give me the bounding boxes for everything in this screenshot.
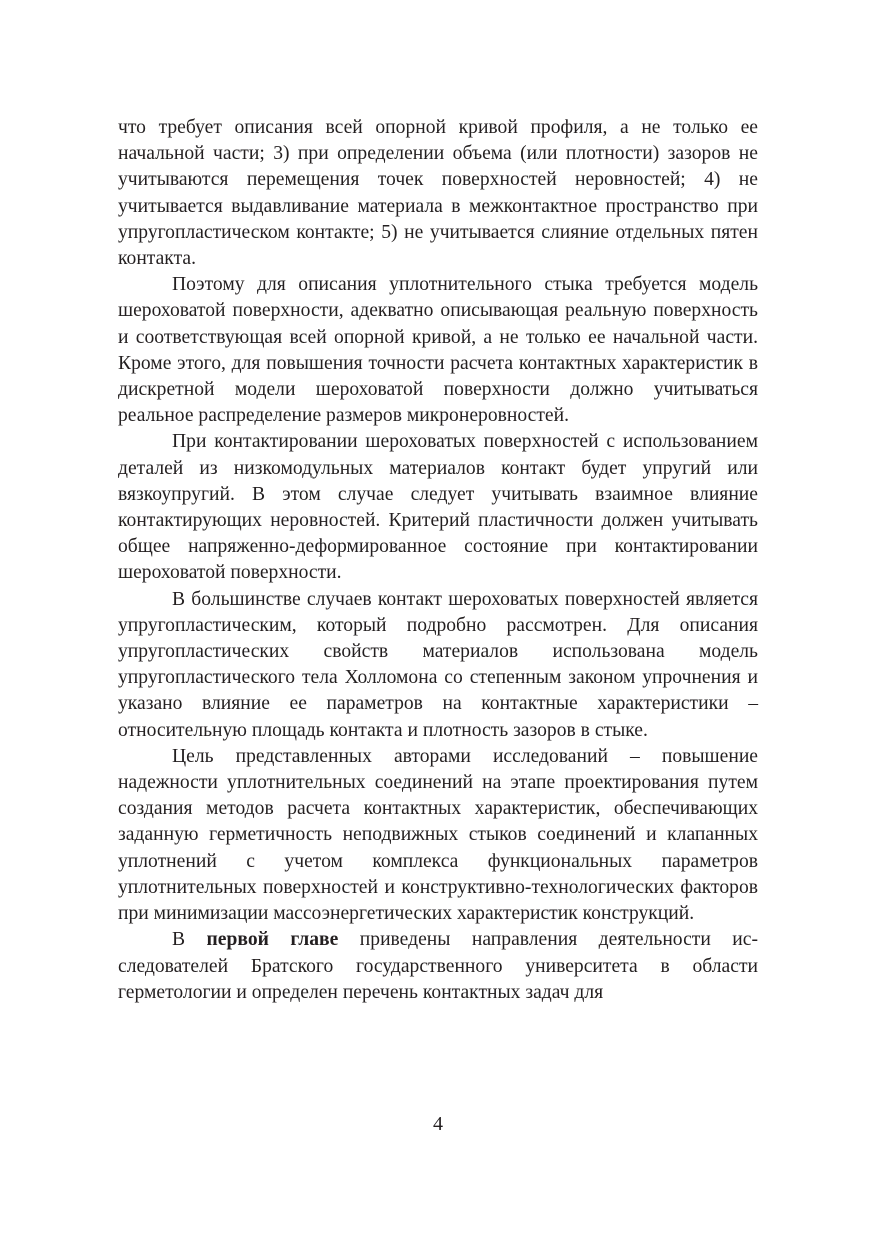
page-number: 4 (433, 1113, 443, 1135)
paragraph-research-goal: Цель представленных авторами исследований – повышение надежности уплотнительных соединений на этапе проектирования путем создания методов расчета контактных характеристик, обеспечивающих заданную герметичность неподвижных стыков соединений и клапанных уплотнений с учетом комплекса функциональных параметров уплотнительных поверхностей и конструктивно-технологических факторов при минимизации массоэнергетических характеристик конструкций. (118, 745, 758, 925)
paragraph-seal-model: Поэтому для описания уплотнительного стыка требуется модель шероховатой поверхности, адекватно описывающая реальную поверхность и соответствующая всей опорной кривой, а не только ее начальной части. Кроме этого, для повышения точности расчета контактных характеристик в дискретной модели шероховатой поверхности должно учитываться реальное распределение размеров микронеровностей. (118, 274, 758, 427)
first-chapter-lead: В (172, 929, 207, 951)
paragraph-elastoplastic: В большинстве случаев контакт шероховатых поверхностей является упругопластическим, который подробно рассмотрен. Для описания упругопластических свойств материалов использована модель упругопластического тела Холломона со степенным законом упрочнения и указано влияние ее параметров на контактные характеристики – относительную площадь контакта и плотность зазоров в стыке. (118, 588, 758, 741)
paragraph-first-chapter (118, 927, 758, 1006)
body-text (118, 115, 758, 1006)
paragraph-continued: что требует описания всей опорной кривой профиля, а не только ее начальной части; 3) при определении объема (или плотности) зазоров не учитываются перемещения точек поверхностей неровностей; 4) не учитывается выдавливание материала в межконтактное пространство при упругопластическом контакте; 5) не учитывается слияние отдельных пятен контакта. (118, 117, 758, 270)
first-chapter-emphasis: первой главе (206, 929, 339, 951)
paragraph-low-modulus: При контактировании шероховатых поверхностей с использованием деталей из низкомодульных материалов контакт будет упругий или вязкоупругий. В этом случае следует учитывать взаимное влияние контактирующих неровностей. Критерий пластичности должен учитывать общее напряженно-деформированное состояние при контактировании шероховатой поверхности. (118, 431, 758, 584)
first-chapter-rest: приведены направления деятельности исследователей Братского государственного университета в области герметологии и определен перечень контактных задач для (118, 929, 758, 1003)
